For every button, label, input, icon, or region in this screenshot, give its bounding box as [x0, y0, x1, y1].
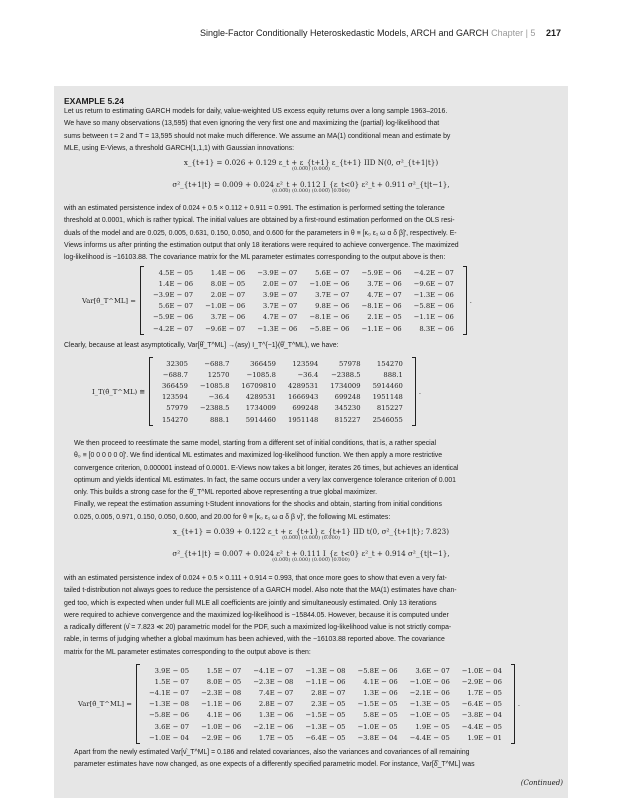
matrix-cell: 1.7E − 05: [467, 688, 502, 697]
eq1-mean: [64, 158, 558, 172]
text-line: only. This builds a strong case for the θ̂_T^ML reported above representing a true global maximizer.: [74, 489, 378, 497]
cov2-label: Var[θ̂_T^ML] =: [78, 700, 132, 709]
matrix-cell: 5914460: [245, 415, 277, 424]
eq1-var-se: (0.000) (0.000) (0.000) (0.000): [272, 188, 350, 194]
matrix-cell: 888.1: [383, 370, 403, 379]
matrix-cell: −6.4E − 05: [305, 733, 346, 742]
info-matrix: I_T(θ̂_T^ML) ≅ 32305 −688.7 366459 123594 57978 154270 −688.7 12570 −1085.8 −36.4 −2388.5 888.1 366459 −1085.8 16709810 4289531 1734009 5914460 123594 −36.4 4289531 1666943 699248 1951148 57979 −2388.5 1734009 699248 345230 815227 154270 888.1 5914460 1951148 815227 2546055 .: [92, 357, 421, 426]
matrix-row: [143, 665, 508, 676]
matrix-row: [143, 710, 508, 721]
matrix-cell: 2.3E − 05: [311, 700, 346, 709]
running-header: [0, 12, 625, 52]
text-line: tailed t-distribution not always goes to reduce the persistence of a GARCH model. Also note that the MA(1) estimates have chan-: [64, 587, 457, 595]
matrix-row: [156, 392, 409, 403]
text-line: Views informs us after printing the estimation output that only 18 iterations were required to achieve convergence. The maximized: [64, 241, 459, 249]
text-line: rable, in terms of judging whether a global maximum has been achieved, with the −16103.88 reported above. The covariance: [64, 636, 445, 644]
matrix-cell: −36.4: [208, 393, 230, 402]
matrix-row: [147, 289, 460, 300]
matrix-cell: −6.4E − 05: [461, 700, 502, 709]
matrix-cell: −1.1E − 06: [413, 313, 454, 322]
text-line: duals of the model and are 0.025, 0.005, 0.631, 0.150, 0.050, and 0.600 for the parameters in θ ≡ [κ₀ ε₁ ω α δ β]′, respectively. E-: [64, 229, 457, 237]
matrix-cell: 888.1: [209, 415, 230, 424]
matrix-cell: −4.4E − 05: [461, 722, 502, 731]
matrix-cell: −1.1E − 06: [305, 677, 346, 686]
paragraph-2: [64, 438, 558, 524]
matrix-cell: 8.3E − 06: [419, 324, 454, 333]
matrix-cell: 8.0E − 05: [206, 677, 242, 686]
paragraph-1: [64, 203, 558, 264]
matrix-cell: −688.7: [204, 359, 230, 368]
eq2-var-se: (0.000) (0.000) (0.000) (0.000): [272, 557, 350, 563]
matrix-cell: 2.0E − 07: [262, 279, 298, 288]
matrix-row: [143, 732, 508, 743]
matrix-cell: 154270: [376, 359, 403, 368]
matrix-cell: 3.6E − 07: [154, 722, 190, 731]
matrix-cell: 4289531: [288, 381, 319, 390]
paragraph-4: [64, 747, 558, 772]
matrix-cell: 3.6E − 07: [415, 666, 450, 675]
matrix-cell: 4.7E − 07: [367, 290, 402, 299]
matrix-cell: 2.1E − 05: [367, 313, 402, 322]
matrix-cell: 366459: [161, 381, 188, 390]
matrix-cell: 5.6E − 07: [315, 268, 350, 277]
matrix-cell: −2388.5: [331, 370, 361, 379]
matrix-cell: −1.0E − 05: [357, 722, 398, 731]
matrix-cell: −5.9E − 06: [361, 268, 402, 277]
matrix-row: [143, 676, 508, 687]
matrix-cell: −1085.8: [246, 370, 277, 379]
matrix-cell: 4289531: [245, 393, 277, 402]
matrix-row: [147, 301, 460, 312]
matrix-cell: −4.1E − 07: [148, 688, 190, 697]
info-label: I_T(θ̂_T^ML) ≅: [92, 387, 145, 396]
eq1-mean-se: (0.000) (0.000): [291, 166, 331, 172]
matrix-cell: −2.9E − 06: [201, 733, 242, 742]
cov1-bracket: [140, 266, 467, 335]
matrix-cell: −2.1E − 06: [409, 688, 450, 697]
text-line: convergence criterion, 0.000001 instead of 0.0001. E-Views now takes a bit longer, iterates 26 times, but achieves an identical: [74, 464, 459, 472]
matrix-row: [156, 414, 409, 425]
matrix-cell: 154270: [161, 415, 188, 424]
eq2-var-text: σ²_{t+1|t} = 0.007 + 0.024 ε²_t + 0.111 I_{ε_t<0} ε²_t + 0.914 σ²_{t|t−1},: [172, 549, 450, 558]
text-line: log-likelihood is −16103.88. The covariance matrix for the ML parameter estimates corresponding to the output above is then:: [64, 254, 446, 262]
matrix-cell: −5.8E − 06: [148, 711, 190, 720]
matrix-cell: 9.8E − 06: [315, 302, 350, 311]
matrix-cell: 123594: [292, 359, 319, 368]
matrix-cell: 1734009: [245, 404, 277, 413]
cov2-bracket: [136, 664, 515, 744]
matrix-cell: −1.5E − 05: [357, 700, 398, 709]
text-line: ged too, which is expected when under full MLE all coefficients are jointly and simultaneously estimated. Only 13 iterations: [64, 599, 437, 607]
matrix-cell: 1.9E − 01: [467, 733, 502, 742]
cov-matrix-2: Var[θ̂_T^ML] = 3.9E − 05 1.5E − 07 −4.1E − 07 −1.3E − 08 −5.8E − 06 3.6E − 07 −1.0E − 04 1.5E − 07 8.0E − 05 −2.3E − 08 −1.1E − 06 4.1E − 06 −1.0E − 06 −2.9E − 06 −4.1E − 07 −2.3E − 08 7.4E − 07 2.8E − 07 1.3E − 06 −2.1E − 06 1.7E − 05 −1.3E − 08 −1.1E − 06 2.8E − 07 2.3E − 05 −1.5E − 05 −1.3E − 05 −6.4E − 05 −5.8E − 06 4.1E − 06 1.3E − 06 −1.5E − 05 5.8E − 05 −1.0E − 05 −3.8E − 04 3.6E − 07 −1.0E − 06 −2.1E − 06 −1.3E − 05 −1.0E − 05 1.9E − 05 −4.4E − 05 −1.0E − 04 −2.9E − 06 1.7E − 05 −6.4E − 05 −3.8E − 04 −4.4E − 05 1.9E − 01 .: [78, 664, 520, 744]
matrix-cell: −8.1E − 06: [361, 302, 402, 311]
matrix-cell: 4.7E − 07: [262, 313, 298, 322]
matrix-cell: −9.6E − 07: [413, 279, 454, 288]
text-line: Let us return to estimating GARCH models for daily, value-weighted US excess equity returns over a long sample 1963–2016.: [64, 108, 448, 115]
matrix-cell: −2.9E − 06: [461, 677, 502, 686]
eq2-var: [64, 549, 558, 563]
matrix-cell: −4.2E − 07: [152, 324, 194, 333]
text-line: Apart from the newly estimated Var[ν̂_T^ML] = 0.186 and related covariances, also the variances and covariances of all remaining: [74, 749, 470, 756]
matrix-cell: 1.4E − 06: [210, 268, 246, 277]
matrix-cell: 366459: [250, 359, 277, 368]
text-line: were required to achieve convergence and the maximized log-likelihood is −15844.05. However, because it is computed under: [64, 611, 449, 619]
clearly-line: [64, 340, 558, 352]
matrix-cell: −1.0E − 06: [205, 302, 246, 311]
eq1-var: [64, 180, 558, 194]
matrix-row: [147, 267, 460, 278]
matrix-cell: 815227: [376, 404, 403, 413]
matrix-cell: −1.5E − 05: [305, 711, 346, 720]
matrix-cell: −1.3E − 08: [148, 700, 190, 709]
matrix-cell: −5.9E − 06: [152, 313, 194, 322]
paragraph-3: [64, 573, 558, 659]
matrix-cell: −1.3E − 06: [257, 324, 298, 333]
matrix-row: [143, 687, 508, 698]
eq1-mean-text: x_{t+1} = 0.026 + 0.129 ε_t + ε_{t+1} ε_{t+1} IID N(0, σ²_{t+1|t}): [183, 158, 439, 167]
matrix-cell: 32305: [166, 359, 188, 368]
matrix-cell: 4.1E − 06: [363, 677, 398, 686]
matrix-cell: 3.7E − 07: [262, 302, 298, 311]
matrix-cell: 3.7E − 07: [315, 290, 350, 299]
eq2-mean: [64, 527, 558, 541]
matrix-cell: 699248: [334, 393, 361, 402]
matrix-cell: −1.1E − 06: [201, 700, 242, 709]
matrix-cell: −1.0E − 04: [461, 666, 502, 675]
matrix-cell: 1951148: [288, 415, 319, 424]
matrix-cell: −1.3E − 08: [305, 666, 346, 675]
matrix-cell: −3.8E − 04: [461, 711, 502, 720]
matrix-cell: −4.2E − 07: [413, 268, 454, 277]
matrix-cell: −5.8E − 06: [357, 666, 398, 675]
info-bracket: [149, 357, 416, 426]
matrix-cell: 57978: [338, 359, 361, 368]
matrix-cell: 815227: [334, 415, 361, 424]
intro-paragraph: [64, 106, 558, 155]
matrix-cell: 1.5E − 07: [154, 677, 190, 686]
matrix-cell: 4.1E − 06: [206, 711, 242, 720]
matrix-row: [156, 369, 409, 380]
running-title: Single-Factor Conditionally Heteroskedastic Models, ARCH and GARCH: [199, 28, 489, 38]
matrix-cell: −3.9E − 07: [152, 290, 194, 299]
matrix-cell: −1.3E − 06: [413, 290, 454, 299]
matrix-cell: 699248: [292, 404, 319, 413]
matrix-cell: 1.3E − 06: [258, 711, 294, 720]
text-line: 0.025, 0.005, 0.971, 0.150, 0.050, 0.600, and 20.00 for θ ≡ [κ₀ ε₁ ω α δ β ν]′, the following ML estimates:: [74, 513, 391, 521]
matrix-cell: 1.3E − 06: [363, 688, 398, 697]
matrix-cell: −1.1E − 06: [361, 324, 402, 333]
matrix-row: [147, 323, 460, 334]
matrix-row: [143, 721, 508, 732]
eq2-mean-text: x_{t+1} = 0.039 + 0.122 ε_t + ε_{t+1} ε_{t+1} IID t(0, σ²_{t+1|t}; 7.823): [172, 527, 450, 536]
text-line: a radically different (ν̂ = 7.823 ≪ 20) parametric model for the PDF, such a maximized log-likelihood value is not strictly compa-: [64, 624, 452, 632]
matrix-cell: 1734009: [330, 381, 361, 390]
eq1-var-text: σ²_{t+1|t} = 0.009 + 0.024 ε²_t + 0.112 I_{ε_t<0} ε²_t + 0.911 σ²_{t|t−1},: [172, 180, 450, 189]
matrix-cell: −1.0E − 04: [148, 733, 190, 742]
matrix-cell: −2.3E − 08: [201, 688, 242, 697]
matrix-cell: −1.0E − 06: [309, 279, 350, 288]
matrix-cell: −3.8E − 04: [357, 733, 398, 742]
matrix-cell: −1.0E − 06: [409, 677, 450, 686]
matrix-cell: 1.7E − 05: [258, 733, 294, 742]
matrix-cell: 3.7E − 06: [367, 279, 402, 288]
text-line: optimum and yields identical ML estimates. In fact, the same occurs under a very lax convergence tolerance criterion of 0.001: [74, 476, 456, 484]
text-line: We have so many observations (13,595) that even ignoring the very first one and maximizing the (partial) log-likelihood that: [64, 120, 440, 128]
matrix-cell: −4.4E − 05: [409, 733, 450, 742]
matrix-cell: −2.3E − 08: [253, 677, 294, 686]
matrix-cell: 1951148: [372, 393, 403, 402]
text-line: MLE, using E-Views, a threshold GARCH(1,1,1) with Gaussian innovations:: [64, 144, 295, 152]
matrix-cell: −3.9E − 07: [257, 268, 298, 277]
matrix-cell: 5.6E − 07: [158, 302, 194, 311]
text-line: sums between t = 2 and T = 13,595 should not make much difference. We assume an MA(1) conditional mean and estimate by: [64, 132, 451, 140]
matrix-cell: 7.4E − 07: [258, 688, 294, 697]
matrix-cell: −4.1E − 07: [253, 666, 294, 675]
eq2-mean-se: (0.000) (0.000) (0.000): [282, 535, 340, 541]
matrix-cell: 3.9E − 07: [262, 290, 298, 299]
example-title: EXAMPLE 5.24: [64, 96, 124, 106]
matrix-cell: −1.3E − 05: [409, 700, 450, 709]
text-line: Finally, we repeat the estimation assuming t-Student innovations for the shocks and obtain, starting from initial conditions: [74, 501, 442, 509]
text-line: with an estimated persistence index of 0.024 + 0.5 × 0.111 + 0.914 = 0.993, that once more goes to show that even a very fat-: [64, 575, 447, 582]
text-line: We then proceed to reestimate the same model, starting from a different set of initial conditions, that is, a rather special: [74, 440, 437, 447]
matrix-cell: 12570: [207, 370, 230, 379]
matrix-cell: 2.0E − 07: [210, 290, 246, 299]
matrix-cell: −1.0E − 06: [201, 722, 242, 731]
matrix-row: [156, 403, 409, 414]
text-line: parameter estimates have now changed, as one expects of a differently specified parametric model. For instance, Var[δ̂_T^ML] was: [74, 761, 475, 769]
matrix-row: [147, 278, 460, 289]
text-line: θ₀ ≡ [0 0 0 0 0 0]′. We find identical ML estimates and maximized log-likelihood function. We then apply a more restrictive: [74, 452, 443, 460]
matrix-cell: 345230: [334, 404, 361, 413]
matrix-cell: 57979: [166, 404, 188, 413]
matrix-cell: 5914460: [372, 381, 403, 390]
text-line: threshold at 0.0001, which is rather typical. The initial values are obtained by a first-round estimation performed on the OLS resi-: [64, 217, 455, 225]
text-line: matrix for the ML parameter estimates corresponding to the output above is then:: [64, 648, 311, 656]
matrix-cell: 1.9E − 05: [415, 722, 450, 731]
matrix-cell: 16709810: [241, 381, 277, 390]
matrix-cell: 2546055: [372, 415, 403, 424]
continued-label: (Continued): [520, 779, 563, 787]
clearly-text: Clearly, because at least asymptotically, Var[θ̂_T^ML] →(asy) I_T^{−1}(θ̂_T^ML), we have:: [64, 342, 339, 349]
matrix-cell: −688.7: [162, 370, 188, 379]
matrix-cell: −8.1E − 06: [309, 313, 350, 322]
matrix-row: [156, 380, 409, 391]
matrix-cell: −5.8E − 06: [309, 324, 350, 333]
matrix-row: [147, 312, 460, 323]
matrix-cell: −2.1E − 06: [253, 722, 294, 731]
page-number: 217: [545, 28, 561, 38]
matrix-cell: 2.8E − 07: [311, 688, 346, 697]
cov-matrix-1: Var[θ̂_T^ML] = 4.5E − 05 1.4E − 06 −3.9E − 07 5.6E − 07 −5.9E − 06 −4.2E − 07 1.4E − 06 8.0E − 05 2.0E − 07 −1.0E − 06 3.7E − 06 −9.6E − 07 −3.9E − 07 2.0E − 07 3.9E − 07 3.7E − 07 4.7E − 07 −1.3E − 06 5.6E − 07 −1.0E − 06 3.7E − 07 9.8E − 06 −8.1E − 06 −5.8E − 06 −5.9E − 06 3.7E − 06 4.7E − 07 −8.1E − 06 2.1E − 05 −1.1E − 06 −4.2E − 07 −9.6E − 07 −1.3E − 06 −5.8E − 06 −1.1E − 06 8.3E − 06 .: [82, 266, 472, 335]
matrix-cell: 3.9E − 05: [154, 666, 190, 675]
matrix-cell: −1085.8: [199, 381, 230, 390]
header-text: [200, 28, 561, 38]
matrix-cell: 8.0E − 05: [210, 279, 246, 288]
matrix-row: [143, 699, 508, 710]
matrix-cell: −1.0E − 05: [409, 711, 450, 720]
chapter-label: Chapter | 5: [491, 28, 536, 38]
matrix-cell: 123594: [161, 393, 188, 402]
matrix-cell: 1.4E − 06: [158, 279, 194, 288]
matrix-cell: −36.4: [297, 370, 319, 379]
matrix-cell: 5.8E − 05: [363, 711, 398, 720]
matrix-row: [156, 358, 409, 369]
cov1-label: Var[θ̂_T^ML] =: [82, 296, 136, 305]
matrix-cell: −2388.5: [199, 404, 230, 413]
matrix-cell: 3.7E − 06: [210, 313, 246, 322]
matrix-cell: −5.8E − 06: [413, 302, 454, 311]
matrix-cell: 2.8E − 07: [258, 700, 294, 709]
text-line: with an estimated persistence index of 0.024 + 0.5 × 0.112 + 0.911 = 0.991. The estimation is performed setting the tolerance: [64, 205, 445, 212]
matrix-cell: 4.5E − 05: [158, 268, 194, 277]
matrix-cell: 1.5E − 07: [206, 666, 242, 675]
matrix-cell: 1666943: [288, 393, 319, 402]
matrix-cell: −9.6E − 07: [205, 324, 246, 333]
matrix-cell: −1.3E − 05: [305, 722, 346, 731]
